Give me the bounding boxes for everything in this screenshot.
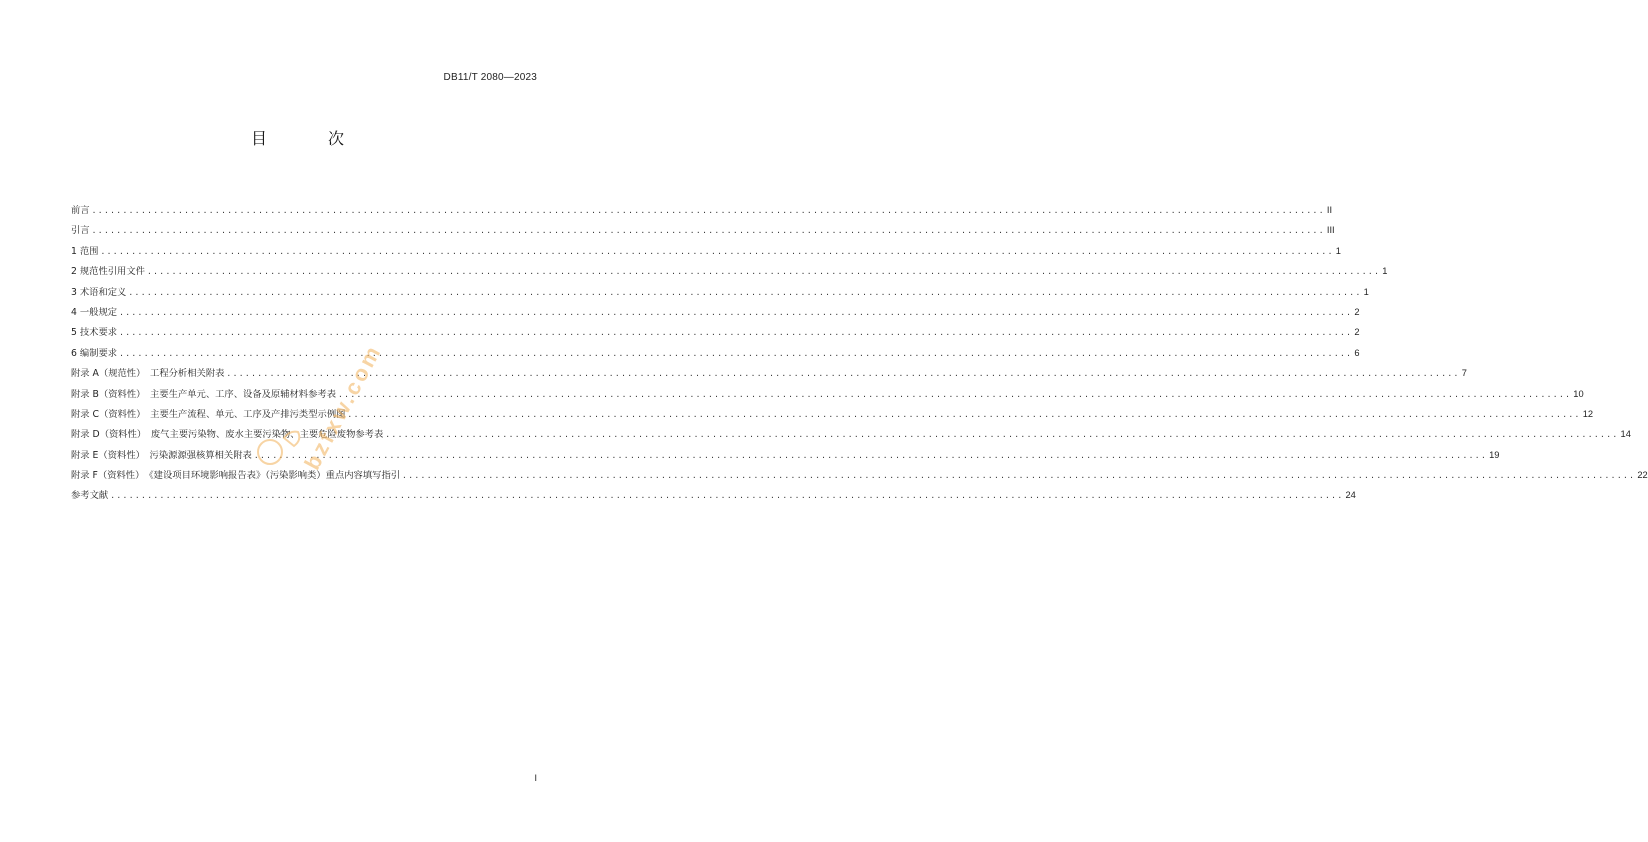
toc-entry-label: 4 一般规定: [71, 306, 118, 318]
toc-entry-label: 前言: [71, 205, 90, 216]
toc-entry[interactable]: [71, 445, 1500, 465]
page-number: I: [534, 773, 537, 783]
dot-leader: ........................................................................................................................................................................................................: [338, 389, 1572, 399]
dot-leader: ........................................................................................................................................................................................................: [119, 348, 1353, 358]
toc-entry[interactable]: [71, 322, 1360, 342]
toc-entry[interactable]: [71, 404, 1594, 424]
dot-leader: ........................................................................................................................................................................................................: [347, 409, 1581, 419]
toc-entry[interactable]: [71, 261, 1388, 281]
toc-entry-page: 10: [1573, 388, 1584, 399]
toc-entry-page: 1: [1363, 286, 1369, 297]
dot-leader: ........................................................................................................................................................................................................: [91, 226, 1325, 236]
toc-entry[interactable]: [71, 220, 1335, 240]
toc-entry-label: 1 范围: [71, 245, 99, 257]
toc-entry-page: 6: [1354, 347, 1360, 358]
dot-leader: ........................................................................................................................................................................................................: [119, 307, 1353, 317]
standard-code: DB11/T 2080—2023: [443, 72, 537, 83]
toc-entry-page: 1: [1335, 245, 1341, 256]
toc-entry-label: 附录 D（资料性） 废气主要污染物、废水主要污染物、主要危险废物参考表: [71, 429, 384, 441]
toc-entry-label: 附录 C（资料性） 主要生产流程、单元、工序及产排污类型示例图: [71, 408, 346, 420]
toc-entry[interactable]: [71, 424, 1631, 444]
toc-entry-label: 5 技术要求: [71, 327, 118, 339]
toc-entry-page: 14: [1620, 429, 1631, 440]
toc-entry-page: III: [1326, 225, 1335, 236]
watermark-text: bzfxw.com: [299, 339, 387, 474]
toc-entry-page: II: [1326, 205, 1333, 215]
toc-entry-page: 2: [1354, 327, 1360, 338]
toc-entry[interactable]: [71, 302, 1360, 322]
toc-entry[interactable]: [71, 200, 1333, 220]
page-title: 目 次: [250, 129, 373, 148]
toc-entry[interactable]: [71, 384, 1584, 404]
toc-entry-label: 附录 A（规范性） 工程分析相关附表: [71, 368, 225, 380]
toc-entry[interactable]: [71, 343, 1360, 363]
toc-entry-page: 7: [1461, 368, 1467, 379]
toc-entry-page: 24: [1345, 490, 1356, 501]
dot-leader: ........................................................................................................................................................................................................: [91, 206, 1325, 215]
toc-entry[interactable]: [71, 485, 1356, 505]
dot-leader: ........................................................................................................................................................................................................: [128, 287, 1362, 297]
dot-leader: ........................................................................................................................................................................................................: [253, 450, 1488, 460]
toc-entry-label: 参考文献: [71, 490, 109, 502]
dot-leader: ........................................................................................................................................................................................................: [119, 328, 1353, 338]
toc-entry-page: 2: [1354, 306, 1360, 317]
toc-entry[interactable]: [71, 465, 1648, 485]
table-of-contents: [71, 200, 1648, 506]
toc-entry[interactable]: [71, 241, 1341, 261]
toc-entry-label: 引言: [71, 225, 90, 237]
toc-entry-label: 附录 E（资料性） 污染源源强核算相关附表: [71, 449, 252, 461]
toc-entry[interactable]: [71, 363, 1467, 383]
toc-entry-label: 6 编制要求: [71, 347, 118, 359]
dot-leader: ........................................................................................................................................................................................................: [385, 430, 1619, 440]
dot-leader: ........................................................................................................................................................................................................: [146, 267, 1381, 277]
toc-entry-page: 12: [1582, 408, 1594, 419]
toc-entry-page: 19: [1489, 449, 1500, 460]
toc-entry-label: 3 术语和定义: [71, 286, 127, 298]
toc-entry-page: 1: [1382, 266, 1388, 277]
dot-leader: ........................................................................................................................................................................................................: [226, 369, 1460, 379]
dot-leader: ........................................................................................................................................................................................................: [402, 471, 1636, 481]
toc-entry[interactable]: [71, 282, 1369, 302]
toc-entry-label: 2 规范性引用文件: [71, 266, 145, 278]
toc-entry-label: 附录 F（资料性） 《建设项目环境影响报告表》（污染影响类）重点内容填写指引: [71, 470, 401, 482]
dot-leader: ........................................................................................................................................................................................................: [100, 246, 1334, 256]
toc-entry-page: 22: [1637, 470, 1648, 481]
dot-leader: ........................................................................................................................................................................................................: [110, 491, 1344, 501]
toc-entry-label: 附录 B（资料性） 主要生产单元、工序、设备及原辅材料参考表: [71, 388, 336, 400]
